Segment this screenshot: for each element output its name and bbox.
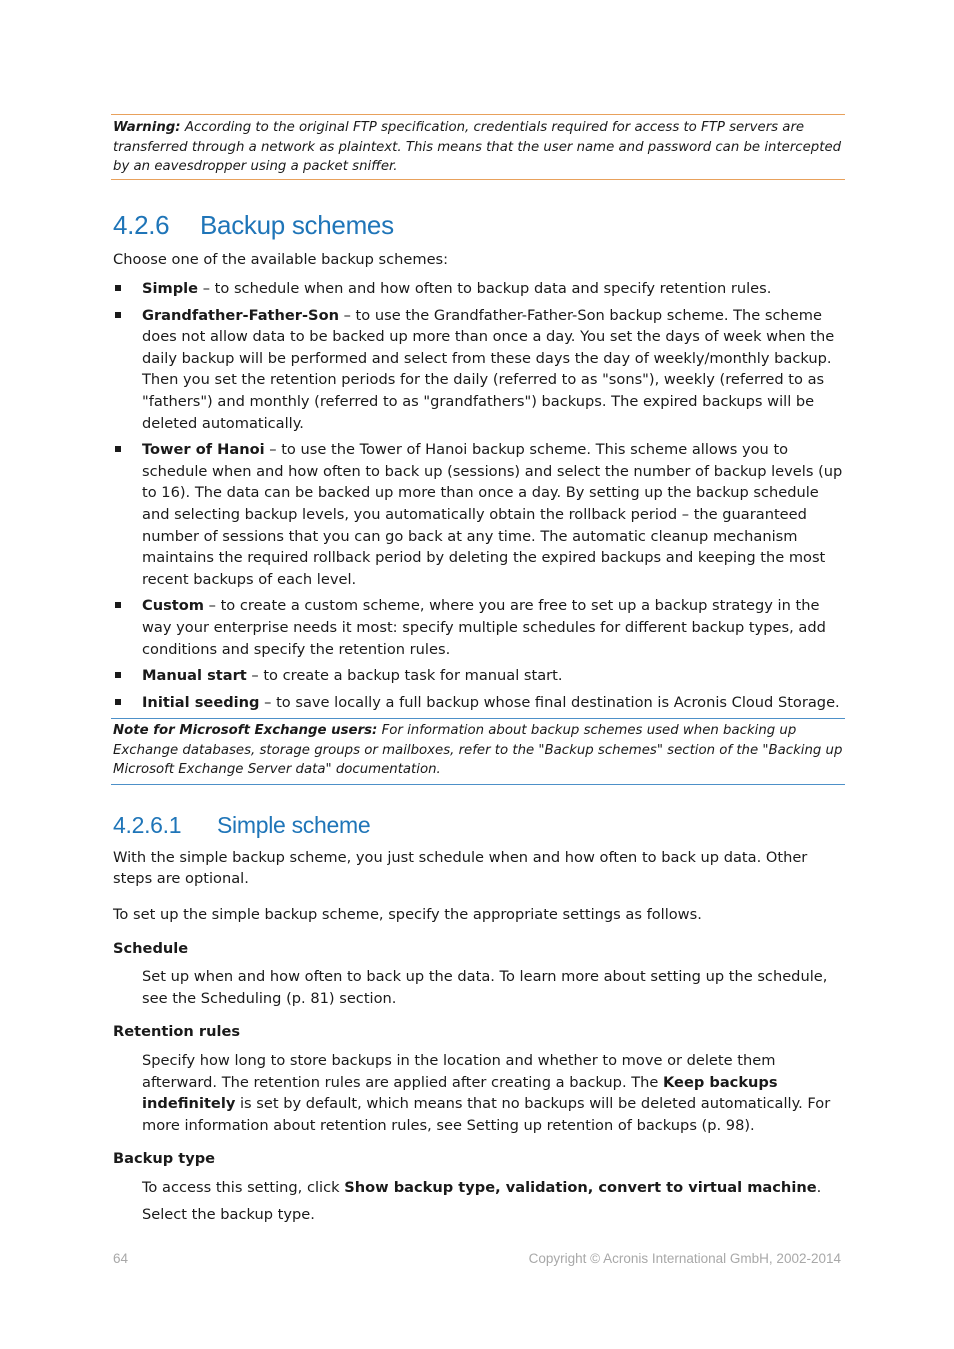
subsection-number: 4.2.6.1: [113, 811, 182, 838]
bullet-icon: [115, 672, 121, 678]
list-item: [113, 305, 845, 435]
section-number: 4.2.6: [113, 209, 170, 240]
scheme-description: – to use the Grandfather-Father-Son backup scheme. The scheme does not allow data to be backed up more than once a day. You set the days of week when the daily backup will be performed and select from these days the day of weekly/monthly backup. Then you set the retention periods for the daily (referred to as "sons"), weekly (referred to as "fathers") and monthly (referred to as "grandfathers") backups. The expired backups will be deleted automatically.: [142, 306, 835, 432]
retention-bold: Keep backups indefinitely: [142, 1073, 778, 1113]
note-text: For information about backup schemes used when backing up Exchange databases, storage groups or mailboxes, refer to the "Backup schemes" section of the "Backing up Microsoft Exchange Server data" documentation.: [113, 723, 843, 778]
scheme-term: Grandfather-Father-Son: [142, 306, 339, 324]
backup-type-bold: Show backup type, validation, convert to virtual machine: [344, 1179, 817, 1196]
subsection-paragraph-1: With the simple backup scheme, you just schedule when and how often to back up data. Other steps are optional.: [113, 848, 808, 888]
scheme-description: – to save locally a full backup whose final destination is Acronis Cloud Storage.: [259, 693, 840, 711]
bullet-icon: [115, 312, 121, 318]
list-item: [113, 278, 845, 300]
subsection-paragraph-2: To set up the simple backup scheme, specify the appropriate settings as follows.: [113, 906, 702, 924]
scheme-description: – to create a backup task for manual start.: [246, 667, 563, 685]
backup-type-select-text: Select the backup type.: [142, 1205, 315, 1223]
bullet-icon: [115, 602, 121, 608]
scheme-description: – to use the Tower of Hanoi backup scheme. This scheme allows you to schedule when and how often to back up (sessions) and select the number of backup levels (up to 16). The data can be backed up more than once a day. By setting up the backup schedule and selecting backup levels, you automatically obtain the rollback period – the guaranteed number of sessions that you can go back at any time. The automatic cleanup mechanism maintains the required rollback period by deleting the expired backups and keeping the most recent backups of each level.: [142, 441, 843, 588]
bullet-icon: [115, 446, 121, 452]
scheme-list: [113, 278, 845, 713]
copyright-text: Copyright © Acronis International GmbH, 2002-2014: [528, 1251, 841, 1266]
scheme-term: Initial seeding: [142, 693, 260, 711]
subsection-heading: [113, 812, 845, 838]
retention-text-b: is set by default, which means that no backups will be deleted automatically. For more information about retention rules, see Setting up retention of backups (p. 98).: [142, 1095, 831, 1134]
backup-type-text: [113, 1177, 845, 1199]
subsection-title: Simple scheme: [217, 811, 371, 838]
section-intro: Choose one of the available backup schemes:: [113, 250, 449, 268]
list-item: [113, 439, 845, 590]
scheme-term: Manual start: [142, 667, 247, 685]
list-item: [113, 665, 845, 687]
section-title: Backup schemes: [200, 209, 394, 240]
warning-label: Warning:: [113, 120, 181, 135]
page-number: 64: [113, 1251, 129, 1266]
list-item: [113, 595, 845, 660]
scheme-description: – to schedule when and how often to backup data and specify retention rules.: [198, 280, 772, 298]
schedule-heading: Schedule: [113, 939, 189, 957]
scheme-description: – to create a custom scheme, where you are free to set up a backup strategy in the way your enterprise needs it most: specify multiple schedules for different backup types, add conditions and specify the retention rules.: [142, 597, 826, 658]
page-content: [113, 114, 845, 1225]
backup-type-text-b: .: [816, 1179, 822, 1196]
backup-type-heading: Backup type: [113, 1150, 216, 1168]
warning-box: [111, 114, 845, 180]
scheme-term: Custom: [142, 597, 204, 615]
bullet-icon: [115, 699, 121, 705]
scheme-term: Tower of Hanoi: [142, 441, 265, 459]
retention-text-a: Specify how long to store backups in the location and whether to move or delete them afterward. The retention rules are applied after creating a backup. The: [142, 1052, 776, 1091]
backup-type-text-a: To access this setting, click: [142, 1179, 345, 1196]
schedule-text: Set up when and how often to back up the data. To learn more about setting up the schedule, see the Scheduling (p. 81) section.: [142, 968, 828, 1007]
note-box: [111, 718, 845, 785]
scheme-term: Simple: [142, 280, 199, 298]
retention-text: [113, 1050, 845, 1136]
bullet-icon: [115, 285, 121, 291]
note-label: Note for Microsoft Exchange users:: [113, 723, 378, 739]
retention-heading: Retention rules: [113, 1023, 241, 1041]
list-item: [113, 692, 845, 714]
section-heading: [113, 210, 845, 240]
warning-text: According to the original FTP specification, credentials required for access to FTP servers are transferred through a network as plaintext. This means that the user name and password can be intercepted by an eavesdropper using a packet sniffer.: [113, 120, 842, 174]
